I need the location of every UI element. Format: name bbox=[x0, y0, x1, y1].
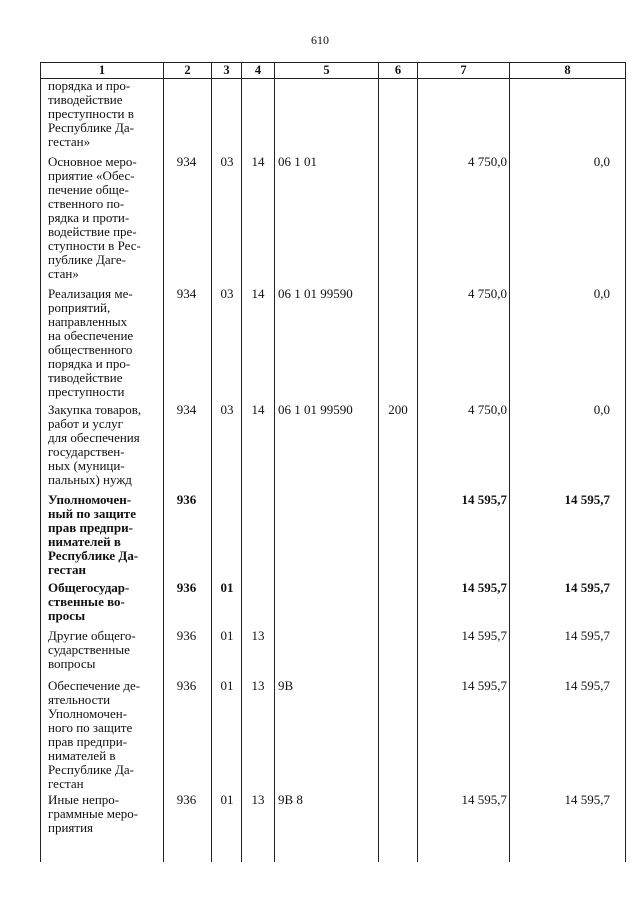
cell-subsection: 14 bbox=[251, 402, 265, 417]
cell-amount-col8: 0,0 bbox=[593, 402, 610, 417]
cell-subsection: 13 bbox=[251, 628, 265, 643]
cell-section: 01 bbox=[220, 792, 234, 807]
column-header-3: 3 bbox=[223, 63, 230, 77]
cell-amount-col7: 4 750,0 bbox=[468, 402, 507, 417]
cell-target-article: 9В 8 bbox=[278, 792, 303, 807]
row-name: Реализация ме- роприятий, направленных на обеспечение общественного порядка и про- тиводействие преступности bbox=[48, 286, 134, 399]
cell-ministry: 934 bbox=[176, 286, 197, 301]
cell-section: 01 bbox=[220, 678, 234, 693]
cell-ministry: 936 bbox=[176, 792, 197, 807]
cell-ministry: 936 bbox=[176, 628, 197, 643]
cell-amount-col8: 14 595,7 bbox=[564, 492, 610, 507]
row-name: Общегосудар- ственные во- просы bbox=[48, 580, 130, 623]
cell-target-article: 06 1 01 99590 bbox=[278, 402, 353, 417]
row-name: Иные непро- граммные меро- приятия bbox=[48, 792, 139, 835]
column-border bbox=[274, 62, 275, 862]
cell-section: 03 bbox=[220, 286, 234, 301]
budget-table bbox=[40, 62, 626, 862]
cell-amount-col7: 14 595,7 bbox=[461, 580, 507, 595]
cell-ministry: 936 bbox=[176, 678, 197, 693]
column-header-1: 1 bbox=[98, 63, 106, 77]
cell-target-article: 06 1 01 bbox=[278, 154, 317, 169]
column-border bbox=[625, 62, 626, 862]
cell-amount-col8: 14 595,7 bbox=[564, 628, 610, 643]
column-border bbox=[241, 62, 242, 862]
cell-amount-col8: 0,0 bbox=[593, 154, 610, 169]
cell-subsection: 13 bbox=[251, 678, 265, 693]
column-header-7: 7 bbox=[460, 63, 467, 77]
column-header-8: 8 bbox=[564, 63, 571, 77]
cell-subsection: 13 bbox=[251, 792, 265, 807]
cell-amount-col7: 4 750,0 bbox=[468, 154, 507, 169]
row-name: Обеспечение де- ятельности Уполномочен- ного по защите прав предпри- нимателей в Республике Да- гестан bbox=[48, 678, 141, 791]
column-border bbox=[40, 62, 41, 862]
cell-amount-col8: 14 595,7 bbox=[564, 792, 610, 807]
cell-section: 03 bbox=[220, 402, 234, 417]
cell-ministry: 934 bbox=[176, 154, 197, 169]
cell-amount-col7: 14 595,7 bbox=[461, 492, 507, 507]
column-border bbox=[211, 62, 212, 862]
column-border bbox=[417, 62, 418, 862]
cell-amount-col8: 0,0 bbox=[593, 286, 610, 301]
cell-section: 03 bbox=[220, 154, 234, 169]
cell-amount-col7: 4 750,0 bbox=[468, 286, 507, 301]
row-name: Уполномочен- ный по защите прав предпри- нимателей в Республике Да- гестан bbox=[48, 492, 139, 577]
cell-amount-col7: 14 595,7 bbox=[461, 628, 507, 643]
row-name: Другие общего- сударственные вопросы bbox=[48, 628, 136, 671]
cell-amount-col7: 14 595,7 bbox=[461, 792, 507, 807]
cell-target-article: 9В bbox=[278, 678, 294, 693]
column-header-5: 5 bbox=[323, 63, 330, 77]
cell-ministry: 936 bbox=[176, 580, 197, 595]
cell-section: 01 bbox=[220, 628, 234, 643]
column-header-6: 6 bbox=[394, 63, 402, 77]
cell-expense-type: 200 bbox=[388, 402, 408, 417]
column-header-4: 4 bbox=[254, 63, 262, 77]
cell-subsection: 14 bbox=[251, 286, 265, 301]
page-number: 610 bbox=[311, 33, 329, 47]
cell-section: 01 bbox=[220, 580, 234, 595]
cell-amount-col8: 14 595,7 bbox=[564, 580, 610, 595]
column-border bbox=[509, 62, 510, 862]
cell-target-article: 06 1 01 99590 bbox=[278, 286, 353, 301]
cell-amount-col8: 14 595,7 bbox=[564, 678, 610, 693]
column-border bbox=[378, 62, 379, 862]
cell-ministry: 934 bbox=[176, 402, 197, 417]
cell-ministry: 936 bbox=[176, 492, 197, 507]
row-name: Закупка товаров, работ и услуг для обеспечения государствен- ных (муници- пальных) нужд bbox=[48, 402, 142, 487]
row-name: порядка и про- тиводействие преступности в Республике Да- гестан» bbox=[48, 78, 134, 149]
cell-amount-col7: 14 595,7 bbox=[461, 678, 507, 693]
cell-subsection: 14 bbox=[251, 154, 265, 169]
column-header-2: 2 bbox=[184, 63, 191, 77]
row-name: Основное меро- приятие «Обес- печение обще- ственного по- рядка и проти- водействие пре- ступности в Рес- публике Даге- стан» bbox=[48, 154, 141, 281]
